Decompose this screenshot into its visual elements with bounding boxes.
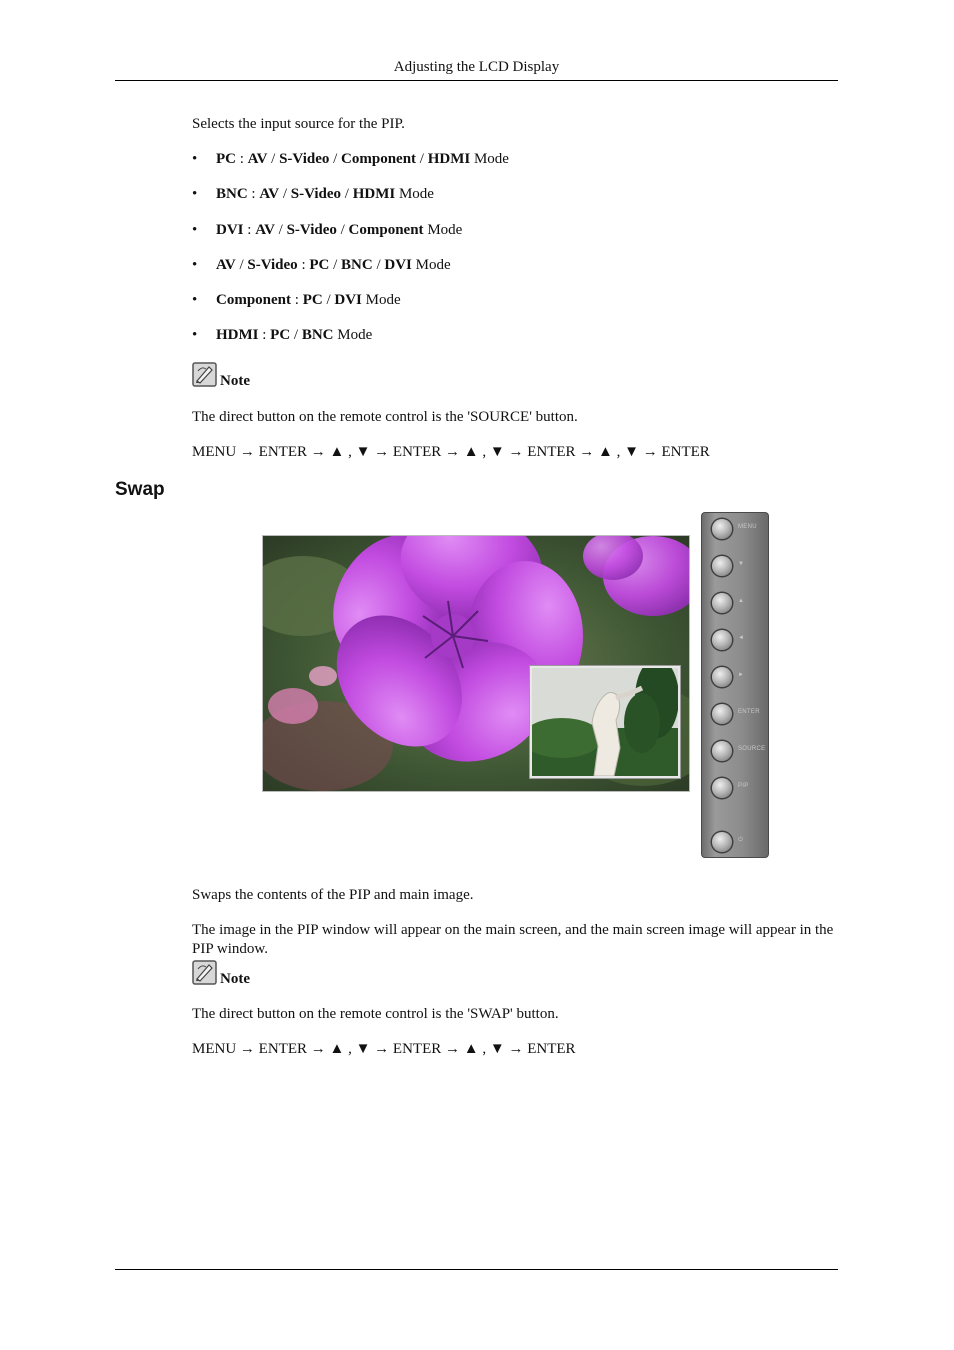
note-text-source: The direct button on the remote control is the 'SOURCE' button.	[192, 409, 578, 425]
menu-button[interactable]	[710, 519, 766, 541]
separator-text: Mode	[361, 292, 401, 308]
right-button[interactable]	[710, 667, 766, 689]
separator-text: /	[341, 186, 353, 202]
source-name: S-Video	[286, 222, 337, 238]
source-name: PC	[309, 257, 330, 273]
bullet-marker: •	[192, 186, 198, 202]
list-item-text	[216, 185, 434, 204]
button-knob-icon	[712, 556, 732, 576]
separator-text: /	[235, 257, 248, 273]
menu-sequence-1: MENU → ENTER → ▲ , ▼ → ENTER → ▲ , ▼ → ENTER → ▲ , ▼ → ENTER	[192, 444, 710, 460]
button-knob-icon	[712, 832, 732, 852]
left-button[interactable]	[710, 630, 766, 652]
button-knob-icon	[712, 519, 732, 539]
bullet-marker: •	[192, 292, 198, 308]
control-panel	[701, 512, 769, 858]
note-icon	[192, 362, 217, 387]
separator-text: /	[416, 151, 428, 167]
button-label: PIP	[738, 783, 749, 789]
button-label: MENU	[738, 524, 757, 530]
source-name: Component	[216, 292, 292, 308]
list-item-text	[216, 150, 509, 169]
statue-illustration	[532, 668, 678, 776]
footer-divider	[115, 1269, 838, 1270]
separator-text: /	[329, 151, 342, 167]
bullet-marker: •	[192, 257, 198, 273]
menu-sequence-2: MENU → ENTER → ▲ , ▼ → ENTER → ▲ , ▼ → ENTER	[192, 1041, 576, 1057]
button-knob-icon	[712, 630, 732, 650]
button-label: SOURCE	[738, 746, 766, 752]
source-name: PC	[270, 327, 291, 343]
note-label: Note	[220, 971, 250, 987]
separator-text: :	[291, 292, 303, 308]
button-label: ▼	[738, 561, 745, 567]
list-item-text	[216, 221, 462, 240]
button-label: ▲	[738, 598, 745, 604]
swap-description: Swaps the contents of the PIP and main image.	[192, 887, 474, 903]
note-icon	[192, 960, 217, 985]
separator-text: Mode	[395, 186, 434, 202]
enter-button[interactable]	[710, 704, 766, 726]
separator-text: :	[258, 327, 271, 343]
source-name: S-Video	[279, 151, 330, 167]
pip-source-intro: Selects the input source for the PIP.	[192, 116, 405, 132]
source-name: S-Video	[290, 186, 342, 202]
pip-button[interactable]	[710, 778, 766, 800]
pip-window-image	[530, 666, 680, 778]
header-divider	[115, 80, 838, 81]
button-label: ENTER	[738, 709, 760, 715]
separator-text: :	[247, 186, 260, 202]
source-name: DVI	[216, 222, 244, 238]
separator-text: :	[243, 222, 256, 238]
source-name: BNC	[301, 327, 334, 343]
source-name: AV	[247, 151, 268, 167]
source-name: DVI	[384, 257, 412, 273]
source-name: BNC	[216, 186, 248, 202]
button-knob-icon	[712, 593, 732, 613]
button-knob-icon	[712, 704, 732, 724]
separator-text: /	[267, 151, 280, 167]
bullet-marker: •	[192, 151, 198, 167]
source-name: PC	[302, 292, 323, 308]
note-label: Note	[220, 373, 250, 389]
separator-text: Mode	[411, 257, 451, 273]
separator-text: Mode	[333, 327, 373, 343]
source-name: HDMI	[216, 327, 259, 343]
separator-text: /	[274, 222, 287, 238]
button-label: ◄	[738, 635, 745, 641]
button-knob-icon	[712, 667, 732, 687]
button-knob-icon	[712, 778, 732, 798]
separator-text: /	[329, 257, 342, 273]
separator-text: /	[372, 257, 385, 273]
separator-text: /	[290, 327, 302, 343]
separator-text: /	[336, 222, 349, 238]
list-item-text	[216, 291, 401, 310]
separator-text: Mode	[470, 151, 509, 167]
separator-text: :	[236, 151, 248, 167]
source-button[interactable]	[710, 741, 766, 763]
source-name: AV	[259, 186, 280, 202]
bullet-marker: •	[192, 222, 198, 238]
source-name: Component	[341, 151, 417, 167]
source-name: HDMI	[352, 186, 396, 202]
separator-text: :	[297, 257, 310, 273]
up-button[interactable]	[710, 593, 766, 615]
separator-text: Mode	[423, 222, 463, 238]
section-title-swap: Swap	[115, 479, 165, 500]
separator-text: /	[279, 186, 291, 202]
source-name: PC	[216, 151, 236, 167]
button-knob-icon	[712, 741, 732, 761]
down-button[interactable]	[710, 556, 766, 578]
source-name: Component	[348, 222, 424, 238]
note-text-swap: The direct button on the remote control is the 'SWAP' button.	[192, 1006, 559, 1022]
source-name: AV	[255, 222, 275, 238]
source-name: HDMI	[427, 151, 471, 167]
source-name: S-Video	[247, 257, 298, 273]
source-name: AV	[216, 257, 236, 273]
button-label: ►	[738, 672, 745, 678]
list-item-text	[216, 326, 372, 345]
bullet-marker: •	[192, 327, 198, 343]
source-name: BNC	[341, 257, 373, 273]
swap-detail: The image in the PIP window will appear on the main screen, and the main screen image will appear in the PIP window.	[192, 922, 834, 957]
source-name: DVI	[334, 292, 362, 308]
power-button[interactable]	[710, 832, 766, 854]
page-header: Adjusting the LCD Display	[393, 59, 560, 75]
list-item-text	[216, 256, 451, 275]
button-label: ⏻	[738, 837, 744, 843]
separator-text: /	[322, 292, 335, 308]
